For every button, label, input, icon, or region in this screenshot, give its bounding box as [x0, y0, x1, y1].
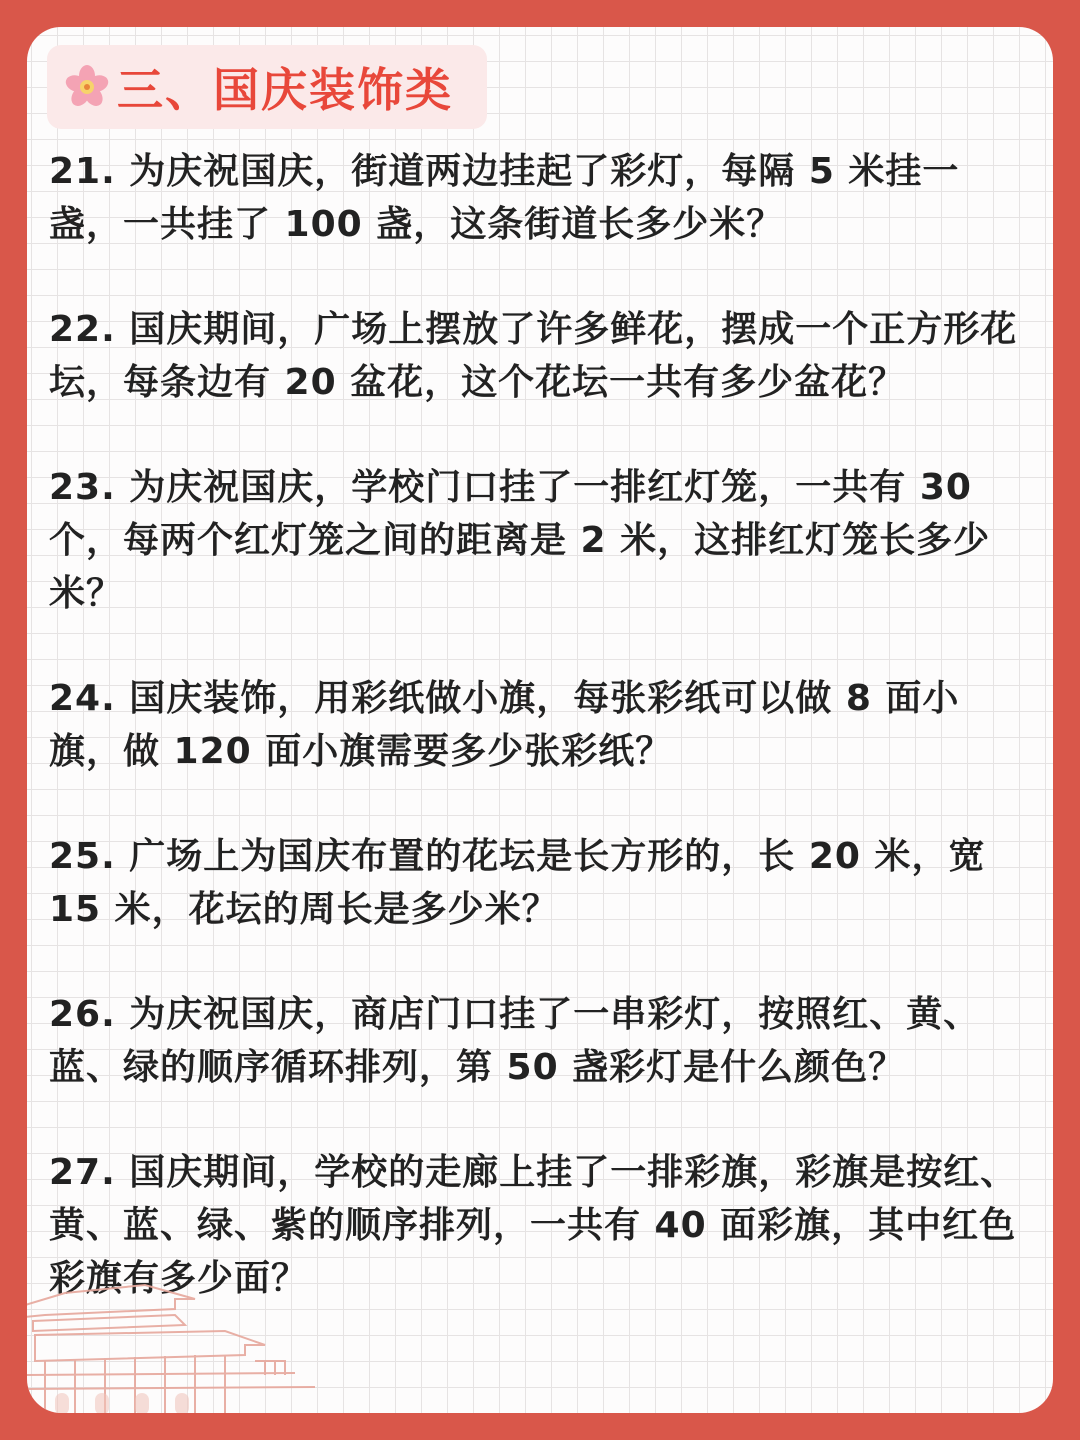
question-item: 21. 为庆祝国庆，街道两边挂起了彩灯，每隔 5 米挂一盏，一共挂了 100 盏，这条街道长多少米？	[49, 151, 960, 245]
question-item: 24. 国庆装饰，用彩纸做小旗，每张彩纸可以做 8 面小旗，做 120 面小旗需要多少张彩纸？	[49, 678, 960, 772]
section-header	[47, 45, 487, 129]
worksheet-card	[27, 27, 1053, 1413]
question-item: 27. 国庆期间，学校的走廊上挂了一排彩旗，彩旗是按红、黄、蓝、绿、紫的顺序排列，一共有 40 面彩旗，其中红色彩旗有多少面？	[49, 1152, 1018, 1299]
question-item: 23. 为庆祝国庆，学校门口挂了一排红灯笼，一共有 30 个，每两个红灯笼之间的距离是 2 米，这排红灯笼长多少米？	[49, 467, 991, 614]
question-list	[49, 145, 1029, 1357]
flower-icon	[63, 63, 111, 111]
question-item: 25. 广场上为国庆布置的花坛是长方形的，长 20 米，宽 15 米，花坛的周长是多少米？	[49, 836, 986, 930]
question-item: 22. 国庆期间，广场上摆放了许多鲜花，摆成一个正方形花坛，每条边有 20 盆花，这个花坛一共有多少盆花？	[49, 309, 1018, 403]
question-item: 26. 为庆祝国庆，商店门口挂了一串彩灯，按照红、黄、蓝、绿的顺序循环排列，第 50 盏彩灯是什么颜色？	[49, 994, 981, 1088]
tiananmen-gate-icon	[27, 1265, 325, 1413]
section-title: 三、国庆装饰类	[117, 63, 453, 117]
